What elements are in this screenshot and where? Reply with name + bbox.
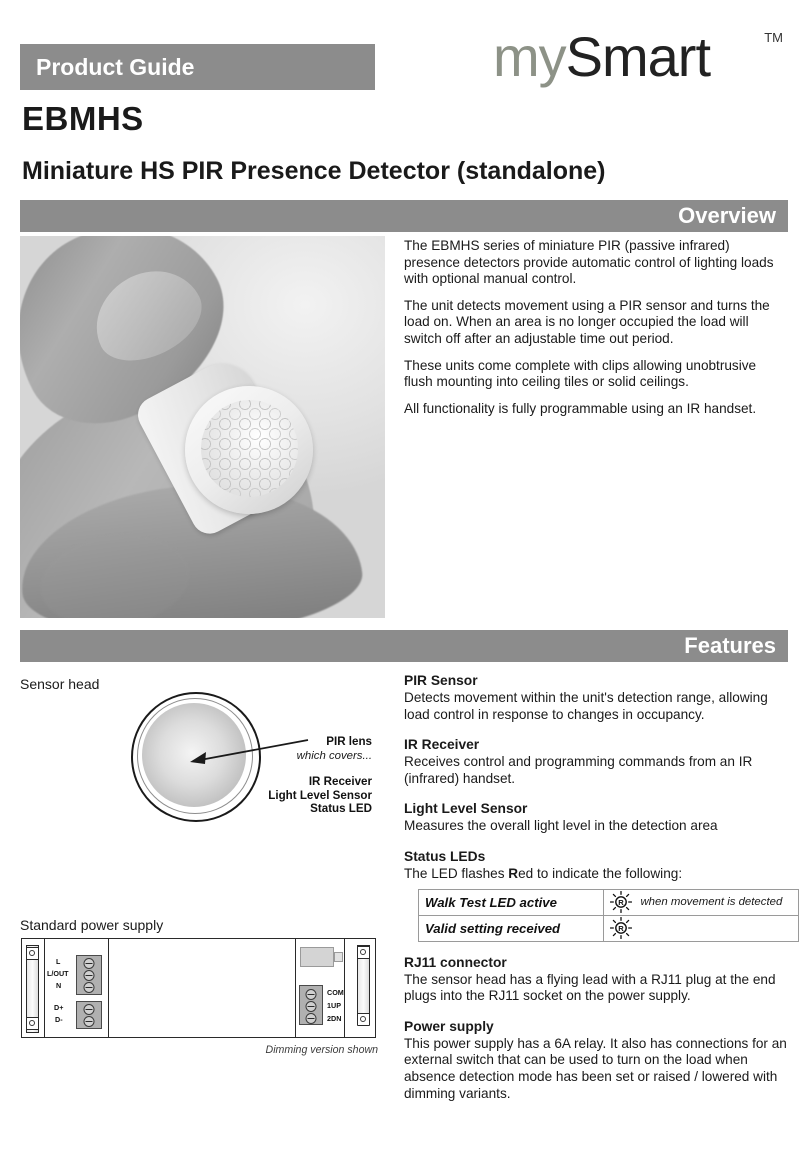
power-supply-diagram-label: Standard power supply xyxy=(20,917,164,933)
led-burst-icon xyxy=(610,917,632,939)
features-text-column xyxy=(404,672,788,1115)
sensor-head-diagram-label: Sensor head xyxy=(20,676,100,692)
psu-terminal-block-dimming xyxy=(76,1001,102,1029)
terminal-label-LOUT: L/OUT xyxy=(47,969,69,978)
terminal-label-N: N xyxy=(56,981,62,990)
led-status-table xyxy=(418,889,799,942)
overview-paragraph: All functionality is fully programmable using an IR handset. xyxy=(404,400,757,416)
overview-text-column xyxy=(404,238,788,427)
page-subtitle: Miniature HS PIR Presence Detector (standalone) xyxy=(22,157,606,185)
psu-terminal-block-switch xyxy=(299,985,323,1025)
psu-inner-divider xyxy=(44,939,45,1037)
terminal-screw-icon xyxy=(306,1013,317,1024)
psu-screw-icon xyxy=(26,947,39,960)
mysmart-logo xyxy=(493,26,783,88)
terminal-screw-icon xyxy=(84,958,95,969)
svg-text:R: R xyxy=(618,924,624,934)
section-header-overview-label: Overview xyxy=(678,203,776,228)
terminal-screw-icon xyxy=(306,989,317,1000)
power-supply-caption: Dimming version shown xyxy=(265,1044,378,1056)
psu-screw-icon xyxy=(357,1013,370,1026)
product-guide-badge-label: Product Guide xyxy=(36,54,195,80)
led-burst-icon xyxy=(610,891,632,913)
callout-light-level-sensor: Light Level Sensor xyxy=(268,788,372,802)
table-row xyxy=(419,915,799,941)
feature-body-status-leds xyxy=(404,866,788,883)
callout-pir-lens-sub: which covers... xyxy=(296,749,372,762)
terminal-screw-icon xyxy=(84,1016,95,1027)
psu-screw-icon xyxy=(26,1017,39,1030)
feature-heading-ir-receiver: IR Receiver xyxy=(404,737,480,753)
terminal-screw-icon xyxy=(84,982,95,993)
feature-heading-status-leds: Status LEDs xyxy=(404,848,486,864)
feature-body-rj11-connector: The sensor head has a flying lead with a RJ11 plug at the end plugs into the RJ11 socket on the power supply. xyxy=(404,971,776,1004)
logo-wordmark xyxy=(493,26,710,88)
feature-body-pir-sensor: Detects movement within the unit's detection range, allowing load control in response to changes in occupancy. xyxy=(404,690,768,722)
feature-body-ir-receiver: Receives control and programming commands from an IR (infrared) handset. xyxy=(404,754,753,786)
trademark-symbol: TM xyxy=(764,30,783,45)
feature-heading-rj11-connector: RJ11 connector xyxy=(404,954,507,970)
power-supply-diagram xyxy=(21,938,376,1038)
section-header-features xyxy=(20,630,788,662)
section-header-overview xyxy=(20,200,788,232)
section-header-features-label: Features xyxy=(684,633,776,658)
product-guide-badge xyxy=(20,44,375,90)
product-photo xyxy=(20,236,385,618)
terminal-label-COM: COM xyxy=(327,988,344,997)
terminal-screw-icon xyxy=(84,970,95,981)
callout-status-led: Status LED xyxy=(310,802,372,816)
callout-ir-receiver: IR Receiver xyxy=(308,775,372,788)
photo-sensor-lens xyxy=(201,400,298,497)
led-row-indicator xyxy=(604,915,799,941)
terminal-screw-icon xyxy=(306,1001,317,1012)
callout-pir-lens: PIR lens xyxy=(326,735,372,748)
page-title: EBMHS xyxy=(22,100,144,137)
status-led-text-pre: The LED flashes xyxy=(404,865,509,881)
psu-relay-block xyxy=(300,947,334,967)
led-row-indicator xyxy=(604,889,799,915)
overview-paragraph: The EBMHS series of miniature PIR (passive infrared) presence detectors provide automatic control of lighting loads with optional manual control. xyxy=(404,238,774,287)
overview-paragraph: The unit detects movement using a PIR sensor and turns the load on. When an area is no longer occupied the load will switch off after an adjustable time out period. xyxy=(404,297,770,346)
terminal-screw-icon xyxy=(84,1004,95,1015)
psu-left-section xyxy=(22,939,109,1037)
logo-smart-text: Smart xyxy=(565,25,711,88)
feature-body-light-level-sensor: Measures the overall light level in the detection area xyxy=(404,818,718,834)
feature-body-power-supply: This power supply has a 6A relay. It also has connections for an external switch that can be used to turn on the load when absence detection mode has been set or raised / lowered with dimming variants. xyxy=(404,1035,787,1101)
terminal-label-Dminus: D- xyxy=(55,1015,63,1024)
svg-text:R: R xyxy=(618,898,624,908)
terminal-label-2DN: 2DN xyxy=(327,1014,342,1023)
status-led-text-post: ed to indicate the following: xyxy=(518,865,683,881)
terminal-label-Dplus: D+ xyxy=(54,1003,64,1012)
terminal-label-L: L xyxy=(56,957,61,966)
led-row-description: Valid setting received xyxy=(419,915,604,941)
feature-heading-power-supply: Power supply xyxy=(404,1018,494,1034)
led-row-note: when movement is detected xyxy=(640,896,783,909)
feature-heading-light-level-sensor: Light Level Sensor xyxy=(404,801,528,817)
logo-my-text: my xyxy=(493,25,566,88)
photo-lens-facets xyxy=(201,400,298,497)
psu-terminal-block-mains xyxy=(76,955,102,995)
overview-paragraph: These units come complete with clips allowing unobtrusive flush mounting into ceiling tiles or solid ceilings. xyxy=(404,357,757,390)
sensor-head-secondary-callouts xyxy=(220,775,372,816)
terminal-label-1UP: 1UP xyxy=(327,1001,341,1010)
led-row-description: Walk Test LED active xyxy=(419,889,604,915)
psu-right-section xyxy=(295,939,375,1037)
table-row xyxy=(419,889,799,915)
psu-rj11-socket xyxy=(334,952,343,962)
feature-heading-pir-sensor: PIR Sensor xyxy=(404,673,478,688)
psu-right-inner-divider xyxy=(344,939,345,1037)
sensor-head-primary-callout xyxy=(220,735,372,763)
status-led-accent-letter: R xyxy=(508,865,519,881)
psu-screw-icon xyxy=(357,946,370,959)
